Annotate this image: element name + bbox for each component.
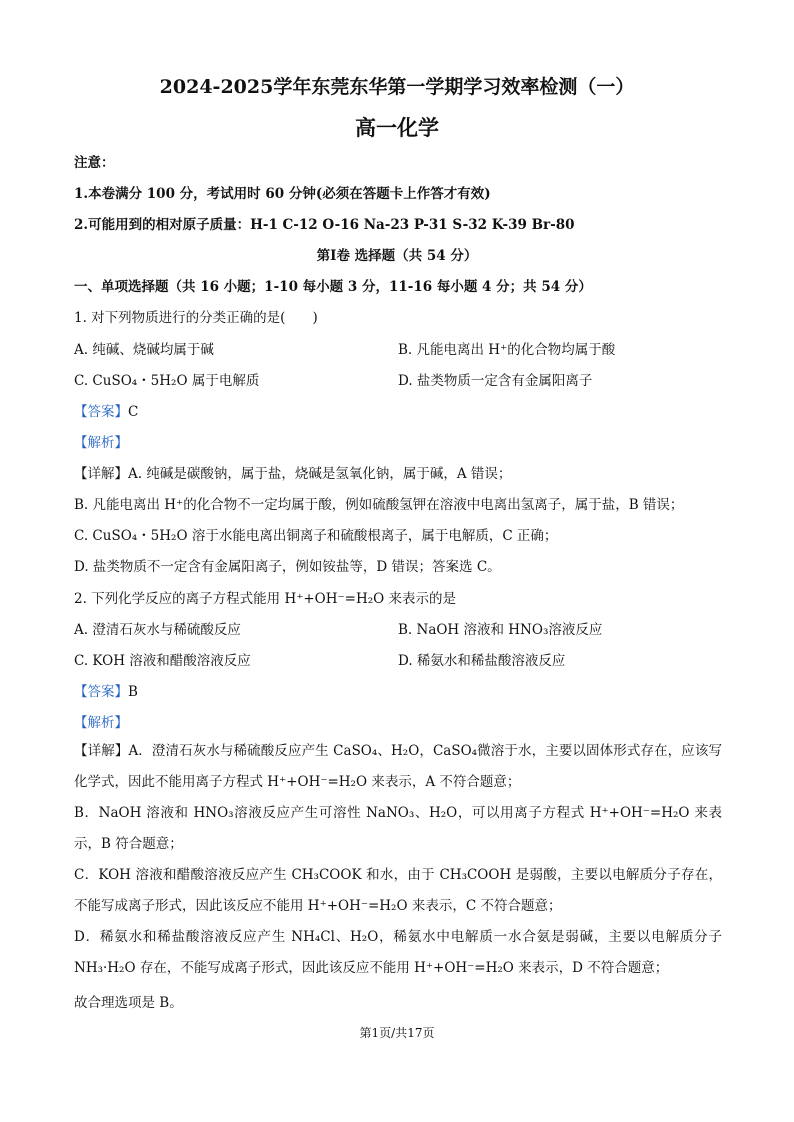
q2-analysis-tag: 【解析】 — [74, 715, 128, 731]
q2-detail-b: B．NaOH 溶液和 HNO₃溶液反应产生可溶性 NaNO₃、H₂O，可以用离子方程式 H⁺+OH⁻=H₂O 来表示，B 符合题意； — [74, 805, 722, 852]
q1-detail-b: B. 凡能电离出 H⁺的化合物不一定均属于酸，例如硫酸氢钾在溶液中电离出氢离子，属于盐，B 错误； — [74, 497, 684, 513]
q1-analysis-tag: 【解析】 — [74, 435, 128, 451]
q1-detail-c: C. CuSO₄・5H₂O 溶于水能电离出铜离子和硫酸根离子，属于电解质，C 正确； — [74, 528, 558, 544]
q2-stem: 2. 下列化学反应的离子方程式能用 H⁺+OH⁻=H₂O 来表示的是 — [74, 591, 456, 607]
answer-tag: 【答案】 — [74, 404, 128, 420]
page-number: 第1页/共17页 — [359, 1026, 435, 1040]
notes-label: 注意： — [74, 155, 115, 171]
q2-detail-a — [74, 736, 722, 798]
q1-stem: 1. 对下列物质进行的分类正确的是( ) — [74, 310, 318, 326]
q2-option-a: A. 澄清石灰水与稀硫酸反应 — [74, 622, 241, 638]
q1-option-d: D. 盐类物质一定含有金属阳离子 — [398, 373, 593, 389]
q2-answer-value: B — [128, 684, 138, 700]
q1-option-a: A. 纯碱、烧碱均属于碱 — [74, 342, 214, 358]
notes-item-2: 2.可能用到的相对原子质量：H-1 C-12 O-16 Na-23 P-31 S-32 K-39 Br-80 — [74, 217, 575, 233]
q1-detail-d: D. 盐类物质不一定含有金属阳离子，例如铵盐等，D 错误；答案选 C。 — [74, 559, 501, 575]
q2-option-d: D. 稀氨水和稀盐酸溶液反应 — [398, 653, 566, 669]
q1-answer-value: C — [128, 404, 139, 420]
q2-conclusion: 故合理选项是 B。 — [74, 995, 183, 1011]
q2-option-b: B. NaOH 溶液和 HNO₃溶液反应 — [398, 622, 603, 638]
q1-detail-a — [74, 462, 511, 482]
q2-detail-a-text: A．澄清石灰水与稀硫酸反应产生 CaSO₄、H₂O，CaSO₄微溶于水，主要以固体形式存在，应该写化学式，因此不能用离子方程式 H⁺+OH⁻=H₂O 来表示，A 不符合题意； — [74, 743, 722, 790]
section-volume-heading: 第Ⅰ卷 选择题（共 54 分） — [316, 248, 478, 264]
q1-option-b: B. 凡能电离出 H⁺的化合物均属于酸 — [398, 342, 616, 358]
q2-detail-d: D．稀氨水和稀盐酸溶液反应产生 NH₄Cl、H₂O，稀氨水中电解质一水合氨是弱碱，主要以电解质分子 NH₃·H₂O 存在，不能写成离子形式，因此该反应不能用 H⁺+OH⁻=H₂O 来表示，D 不符合题意； — [74, 929, 722, 976]
answer-tag: 【答案】 — [74, 684, 128, 700]
exam-subject: 高一化学 — [355, 115, 439, 140]
q2-option-c: C. KOH 溶液和醋酸溶液反应 — [74, 653, 251, 669]
detail-tag: 【详解】 — [74, 466, 128, 482]
exam-title: 2024-2025学年东莞东华第一学期学习效率检测（一） — [159, 76, 635, 98]
detail-tag: 【详解】 — [74, 743, 129, 759]
q1-detail-a-text: A. 纯碱是碳酸钠，属于盐，烧碱是氢氧化钠，属于碱，A 错误； — [128, 466, 512, 482]
notes-item-1: 1.本卷满分 100 分，考试用时 60 分钟(必须在答题卡上作答才有效) — [74, 186, 491, 202]
q2-answer — [74, 680, 138, 700]
q1-answer — [74, 400, 138, 420]
q1-option-c: C. CuSO₄・5H₂O 属于电解质 — [74, 373, 260, 389]
section-part-heading: 一、单项选择题（共 16 小题；1-10 每小题 3 分，11-16 每小题 4 分；共 54 分） — [74, 279, 592, 295]
q2-detail-c: C．KOH 溶液和醋酸溶液反应产生 CH₃COOK 和水，由于 CH₃COOH 是弱酸，主要以电解质分子存在，不能写成离子形式，因此该反应不能用 H⁺+OH⁻=H₂O 来表示，C 不符合题意； — [74, 867, 722, 914]
